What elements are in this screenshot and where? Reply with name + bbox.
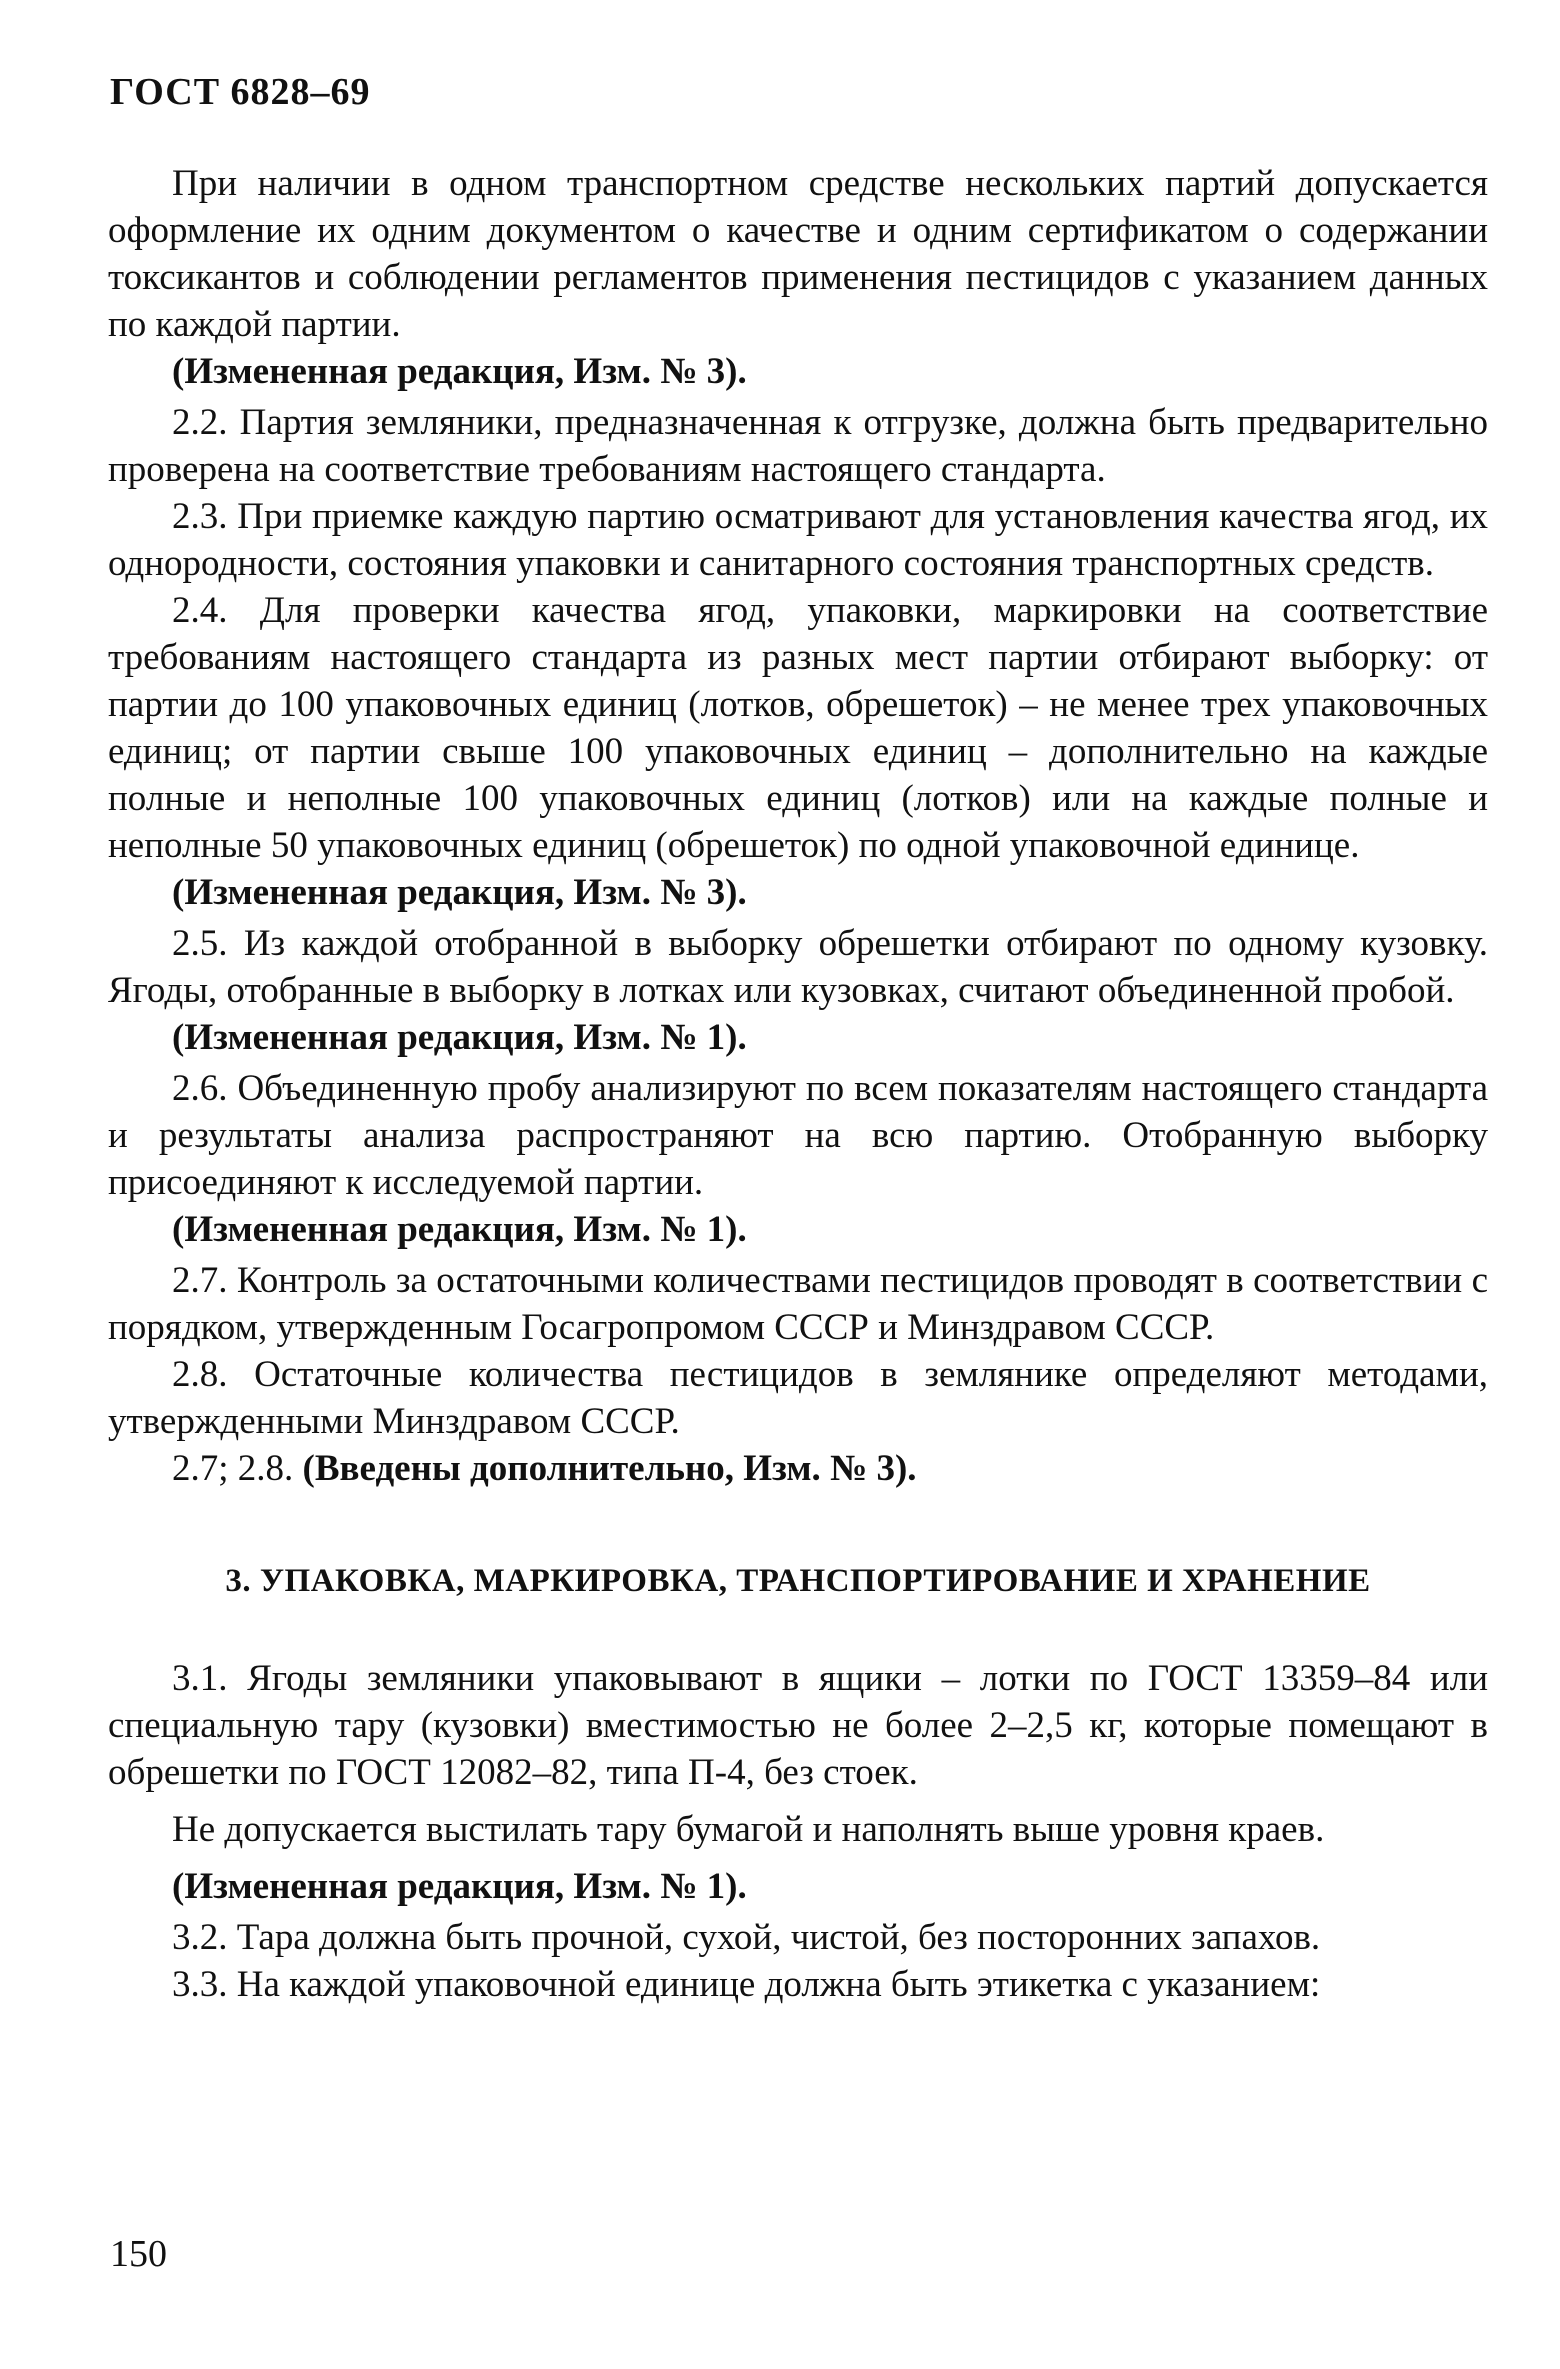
amendment-note: (Введены дополнительно, Изм. № 3). bbox=[302, 1448, 917, 1489]
amendment-note: (Измененная редакция, Изм. № 3). bbox=[172, 351, 747, 392]
paragraph-2-3: 2.3. При приемке каждую партию осматривают для установления качества ягод, их однородности, состояния упаковки и санитарного состояния транспортных средств. bbox=[108, 496, 1488, 584]
amendment-note: (Измененная редакция, Изм. № 1). bbox=[172, 1017, 747, 1058]
page-header-standard-number: ГОСТ 6828–69 bbox=[110, 71, 371, 113]
paragraph-2-7-2-8-note bbox=[108, 1445, 1488, 1492]
paragraph-2-2: 2.2. Партия земляники, предназначенная к отгрузке, должна быть предварительно проверена на соответствие требованиям настоящего стандарта. bbox=[108, 402, 1488, 490]
paragraph-2-8: 2.8. Остаточные количества пестицидов в землянике определяют методами, утвержденными Минздравом СССР. bbox=[108, 1354, 1488, 1442]
paragraph-no-lining: Не допускается выстилать тару бумагой и наполнять выше уровня краев. bbox=[172, 1809, 1325, 1850]
page-number: 150 bbox=[110, 2233, 167, 2275]
amendment-note: (Измененная редакция, Изм. № 1). bbox=[172, 1209, 747, 1250]
amendment-prefix: 2.7; 2.8. bbox=[172, 1448, 303, 1489]
paragraph-3-1: 3.1. Ягоды земляники упаковывают в ящики – лотки по ГОСТ 13359–84 или специальную тару (кузовки) вместимостью не более 2–2,5 кг, которые помещают в обрешетки по ГОСТ 12082–82, типа П-4, без стоек. bbox=[108, 1658, 1488, 1793]
paragraph-3-3: 3.3. На каждой упаковочной единице должна быть этикетка с указанием: bbox=[172, 1964, 1321, 2005]
paragraph-2-7: 2.7. Контроль за остаточными количествами пестицидов проводят в соответствии с порядком, утвержденным Госагропромом СССР и Минздравом СССР. bbox=[108, 1260, 1488, 1348]
paragraph-3-2: 3.2. Тара должна быть прочной, сухой, чистой, без посторонних запахов. bbox=[172, 1917, 1321, 1958]
paragraph-multiple-batches: При наличии в одном транспортном средстве нескольких партий допускается оформление их одним документом о качестве и одним сертификатом о содержании токсикантов и соблюдении регламентов применения пестицидов с указанием данных по каждой партии. bbox=[108, 163, 1488, 345]
body-text bbox=[108, 160, 1488, 2008]
paragraph-2-4: 2.4. Для проверки качества ягод, упаковки, маркировки на соответствие требованиям настоящего стандарта из разных мест партии отбирают выборку: от партии до 100 упаковочных единиц (лотков, обрешеток) – не менее трех упаковочных единиц; от партии свыше 100 упаковочных единиц – дополнительно на каждые полные и неполные 100 упаковочных единиц (лотков) или на каждые полные и неполные 50 упаковочных единиц (обрешеток) по одной упаковочной единице. bbox=[108, 590, 1488, 866]
amendment-note: (Измененная редакция, Изм. № 3). bbox=[172, 872, 747, 913]
amendment-note: (Измененная редакция, Изм. № 1). bbox=[172, 1866, 747, 1907]
paragraph-2-5: 2.5. Из каждой отобранной в выборку обрешетки отбирают по одному кузовку. Ягоды, отобранные в выборку в лотках или кузовках, считают объединенной пробой. bbox=[108, 923, 1488, 1011]
paragraph-2-6: 2.6. Объединенную пробу анализируют по всем показателям настоящего стандарта и результаты анализа распространяют на всю партию. Отобранную выборку присоединяют к исследуемой партии. bbox=[108, 1068, 1488, 1203]
section-title: 3. УПАКОВКА, МАРКИРОВКА, ТРАНСПОРТИРОВАНИЕ И ХРАНЕНИЕ bbox=[225, 1563, 1371, 1599]
